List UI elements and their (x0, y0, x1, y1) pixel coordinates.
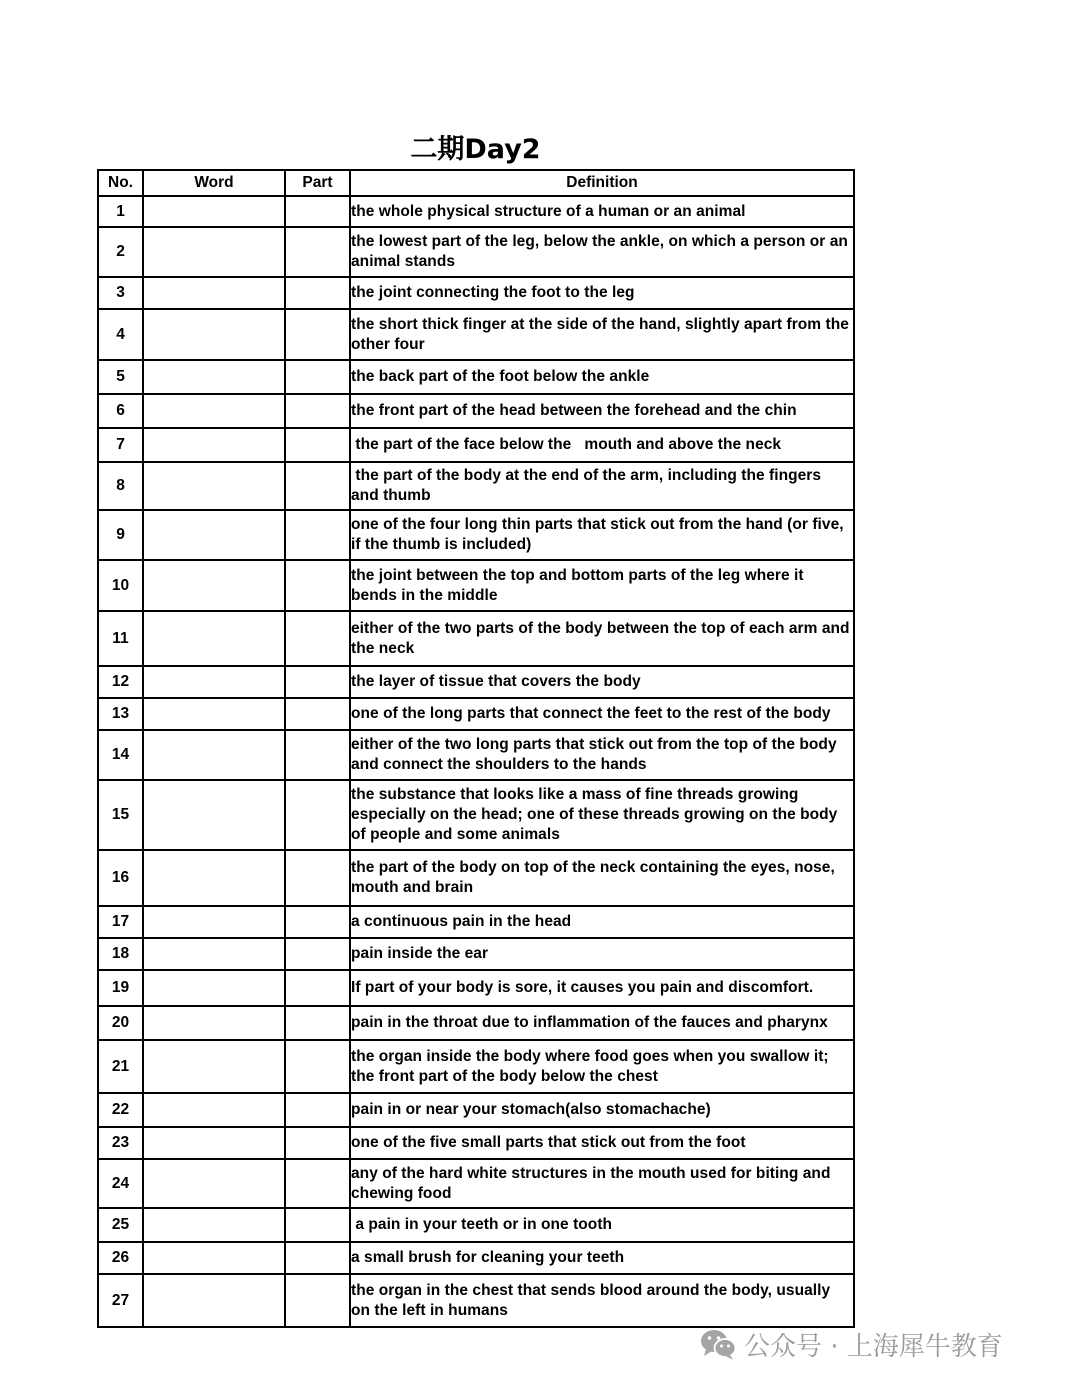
word-cell (143, 850, 285, 906)
part-cell (285, 560, 350, 611)
part-cell (285, 394, 350, 428)
definition-cell: one of the five small parts that stick out from the foot (350, 1127, 854, 1159)
definition-cell: either of the two parts of the body between the top of each arm and the neck (350, 611, 854, 666)
table-row (98, 462, 854, 510)
word-cell (143, 1006, 285, 1040)
part-cell (285, 698, 350, 730)
word-cell (143, 906, 285, 938)
definition-cell: the whole physical structure of a human or an animal (350, 196, 854, 227)
table-row (98, 394, 854, 428)
header-word: Word (143, 170, 285, 196)
part-cell (285, 227, 350, 277)
table-row (98, 1040, 854, 1093)
word-cell (143, 1127, 285, 1159)
vocabulary-table (97, 169, 855, 1328)
word-cell (143, 428, 285, 462)
word-cell (143, 1274, 285, 1327)
part-cell (285, 938, 350, 970)
definition-cell: pain in or near your stomach(also stomachache) (350, 1093, 854, 1127)
definition-cell: a pain in your teeth or in one tooth (350, 1208, 854, 1242)
word-cell (143, 227, 285, 277)
part-cell (285, 277, 350, 309)
table-row (98, 611, 854, 666)
word-cell (143, 1093, 285, 1127)
word-cell (143, 462, 285, 510)
word-cell (143, 666, 285, 698)
row-number: 13 (98, 698, 143, 730)
part-cell (285, 780, 350, 850)
definition-cell: the substance that looks like a mass of fine threads growing especially on the head; one of these threads growing on the body of people and some animals (350, 780, 854, 850)
part-cell (285, 309, 350, 360)
word-cell (143, 698, 285, 730)
part-cell (285, 1127, 350, 1159)
part-cell (285, 850, 350, 906)
row-number: 21 (98, 1040, 143, 1093)
definition-cell: one of the four long thin parts that stick out from the hand (or five, if the thumb is included) (350, 510, 854, 560)
table-row (98, 730, 854, 780)
part-cell (285, 360, 350, 394)
table-row (98, 1159, 854, 1208)
row-number: 8 (98, 462, 143, 510)
definition-cell: pain in the throat due to inflammation of the fauces and pharynx (350, 1006, 854, 1040)
definition-cell: pain inside the ear (350, 938, 854, 970)
word-cell (143, 1040, 285, 1093)
table-row (98, 1274, 854, 1327)
row-number: 27 (98, 1274, 143, 1327)
row-number: 16 (98, 850, 143, 906)
header-definition: Definition (350, 170, 854, 196)
word-cell (143, 1242, 285, 1274)
watermark (700, 1322, 1003, 1366)
definition-cell: the joint connecting the foot to the leg (350, 277, 854, 309)
part-cell (285, 1242, 350, 1274)
definition-cell: the organ inside the body where food goes when you swallow it; the front part of the body below the chest (350, 1040, 854, 1093)
header-no: No. (98, 170, 143, 196)
part-cell (285, 428, 350, 462)
row-number: 10 (98, 560, 143, 611)
table-row (98, 1208, 854, 1242)
watermark-text: 公众号 · 上海犀牛教育 (744, 1331, 1003, 1362)
row-number: 17 (98, 906, 143, 938)
table-row (98, 309, 854, 360)
part-cell (285, 510, 350, 560)
part-cell (285, 906, 350, 938)
part-cell (285, 611, 350, 666)
table-row (98, 970, 854, 1006)
part-cell (285, 666, 350, 698)
part-cell (285, 970, 350, 1006)
row-number: 26 (98, 1242, 143, 1274)
word-cell (143, 277, 285, 309)
definition-cell: If part of your body is sore, it causes you pain and discomfort. (350, 970, 854, 1006)
row-number: 15 (98, 780, 143, 850)
row-number: 9 (98, 510, 143, 560)
definition-cell: the organ in the chest that sends blood around the body, usually on the left in humans (350, 1274, 854, 1327)
table-row (98, 906, 854, 938)
definition-cell: the layer of tissue that covers the body (350, 666, 854, 698)
part-cell (285, 730, 350, 780)
row-number: 5 (98, 360, 143, 394)
table-row (98, 227, 854, 277)
row-number: 7 (98, 428, 143, 462)
row-number: 14 (98, 730, 143, 780)
word-cell (143, 780, 285, 850)
table-row (98, 560, 854, 611)
row-number: 25 (98, 1208, 143, 1242)
part-cell (285, 196, 350, 227)
table-row (98, 666, 854, 698)
word-cell (143, 1208, 285, 1242)
word-cell (143, 1159, 285, 1208)
row-number: 3 (98, 277, 143, 309)
table-row (98, 1093, 854, 1127)
row-number: 23 (98, 1127, 143, 1159)
definition-cell: the joint between the top and bottom parts of the leg where it bends in the middle (350, 560, 854, 611)
row-number: 2 (98, 227, 143, 277)
word-cell (143, 560, 285, 611)
row-number: 12 (98, 666, 143, 698)
definition-cell: any of the hard white structures in the mouth used for biting and chewing food (350, 1159, 854, 1208)
word-cell (143, 970, 285, 1006)
part-cell (285, 1159, 350, 1208)
part-cell (285, 1208, 350, 1242)
table-row (98, 1242, 854, 1274)
table-row (98, 938, 854, 970)
table-row (98, 196, 854, 227)
part-cell (285, 1274, 350, 1327)
word-cell (143, 611, 285, 666)
definition-cell: either of the two long parts that stick out from the top of the body and connect the shoulders to the hands (350, 730, 854, 780)
row-number: 19 (98, 970, 143, 1006)
word-cell (143, 360, 285, 394)
wechat-icon (700, 1328, 736, 1360)
definition-cell: the part of the body at the end of the arm, including the fingers and thumb (350, 462, 854, 510)
word-cell (143, 938, 285, 970)
table-row (98, 850, 854, 906)
definition-cell: the front part of the head between the forehead and the chin (350, 394, 854, 428)
table-row (98, 1127, 854, 1159)
header-part: Part (285, 170, 350, 196)
page-title: 二期Day2 (410, 134, 541, 165)
part-cell (285, 1093, 350, 1127)
part-cell (285, 462, 350, 510)
table-row (98, 360, 854, 394)
word-cell (143, 510, 285, 560)
definition-cell: one of the long parts that connect the feet to the rest of the body (350, 698, 854, 730)
table-header-row (98, 170, 854, 196)
part-cell (285, 1040, 350, 1093)
row-number: 11 (98, 611, 143, 666)
table-row (98, 428, 854, 462)
row-number: 22 (98, 1093, 143, 1127)
row-number: 1 (98, 196, 143, 227)
part-cell (285, 1006, 350, 1040)
definition-cell: a small brush for cleaning your teeth (350, 1242, 854, 1274)
table-row (98, 510, 854, 560)
word-cell (143, 394, 285, 428)
row-number: 20 (98, 1006, 143, 1040)
definition-cell: the short thick finger at the side of the hand, slightly apart from the other four (350, 309, 854, 360)
word-cell (143, 730, 285, 780)
row-number: 4 (98, 309, 143, 360)
word-cell (143, 196, 285, 227)
row-number: 24 (98, 1159, 143, 1208)
definition-cell: the lowest part of the leg, below the ankle, on which a person or an animal stands (350, 227, 854, 277)
row-number: 18 (98, 938, 143, 970)
table-row (98, 698, 854, 730)
table-row (98, 277, 854, 309)
table-row (98, 1006, 854, 1040)
word-cell (143, 309, 285, 360)
row-number: 6 (98, 394, 143, 428)
table-row (98, 780, 854, 850)
definition-cell: the part of the face below the mouth and above the neck (350, 428, 854, 462)
definition-cell: the back part of the foot below the ankle (350, 360, 854, 394)
definition-cell: the part of the body on top of the neck containing the eyes, nose, mouth and brain (350, 850, 854, 906)
definition-cell: a continuous pain in the head (350, 906, 854, 938)
